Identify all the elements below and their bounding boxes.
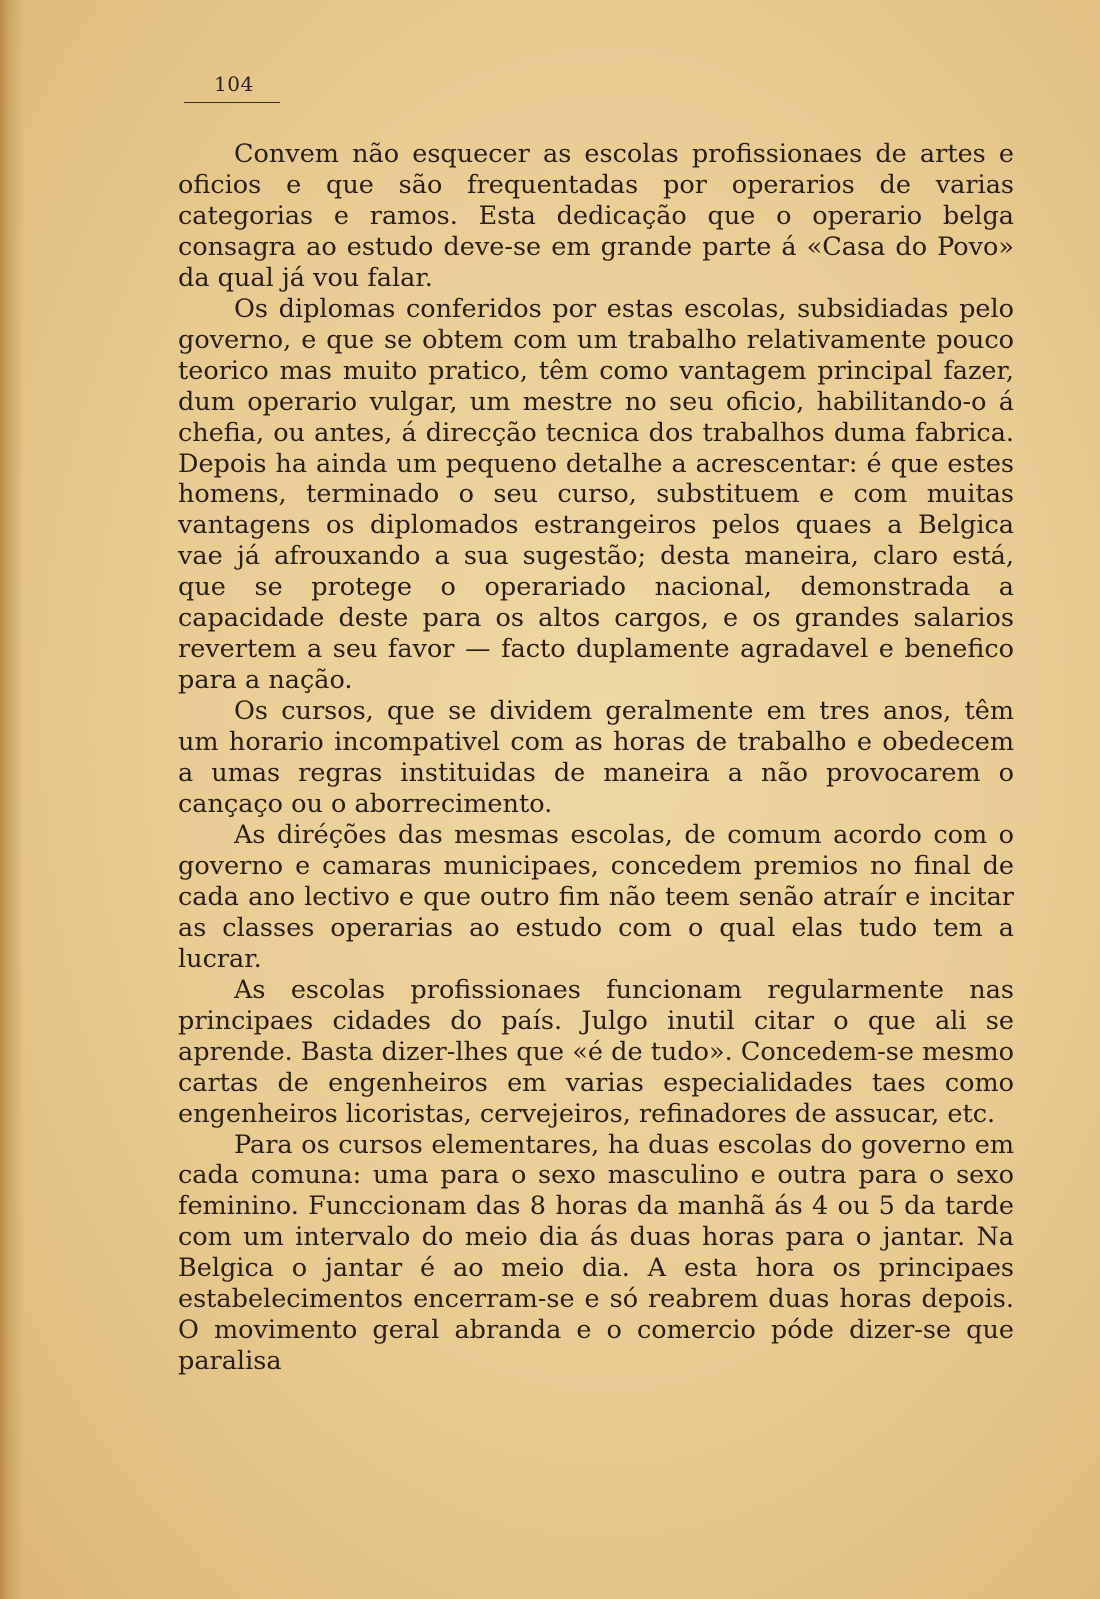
page-number: 104 <box>214 72 254 96</box>
paragraph: Os cursos, que se dividem geralmente em tres anos, têm um horario incompativel com as horas de trabalho e obedecem a umas regras instituidas de maneira a não provocarem o cançaço ou o aborrecimento. <box>178 696 1014 820</box>
paragraph: Convem não esquecer as escolas profissionaes de artes e oficios e que são frequentadas por operarios de varias categorias e ramos. Esta dedicação que o operario belga consagra ao estudo deve-se em grande parte á «Casa do Povo» da qual já vou falar. <box>178 139 1014 293</box>
page-gutter-shadow <box>0 0 24 1599</box>
paragraph: Os diplomas conferidos por estas escolas, subsidiadas pelo governo, e que se obtem com um trabalho relativamente pouco teorico mas muito pratico, têm como vantagem principal fazer, dum operario vulgar, um mestre no seu oficio, habilitando-o á chefia, ou antes, á direcção tecnica dos trabalhos duma fabrica. Depois ha ainda um pequeno detalhe a acrescentar: é que estes homens, terminado o seu curso, substituem e com muitas vantagens os diplomados estrangeiros pelos quaes a Belgica vae já afrouxando a sua sugestão; desta maneira, claro está, que se protege o operariado nacional, demonstrada a capacidade deste para os altos cargos, e os grandes salarios revertem a seu favor — facto duplamente agradavel e benefico para a nação. <box>178 293 1014 696</box>
page-number-rule <box>184 102 280 103</box>
body-text <box>178 139 1014 1377</box>
paragraph: As escolas profissionaes funcionam regularmente nas principaes cidades do país. Julgo inutil citar o que ali se aprende. Basta dizer-lhes que «é de tudo». Concedem-se mesmo cartas de engenheiros em varias especialidades taes como engenheiros licoristas, cervejeiros, refinadores de assucar, etc. <box>178 974 1014 1129</box>
paragraph: Para os cursos elementares, ha duas escolas do governo em cada comuna: uma para o sexo masculino e outra para o sexo feminino. Funccionam das 8 horas da manhã ás 4 ou 5 da tarde com um intervalo do meio dia ás duas horas para o jantar. Na Belgica o jantar é ao meio dia. A esta hora os principaes estabelecimentos encerram-se e só reabrem duas horas depois. O movimento geral abranda e o comercio póde dizer-se que paralisa <box>178 1129 1014 1377</box>
paragraph: As diréções das mesmas escolas, de comum acordo com o governo e camaras municipaes, concedem premios no final de cada ano lectivo e que outro fim não teem senão atraír e incitar as classes operarias ao estudo com o qual elas tudo tem a lucrar. <box>178 819 1014 974</box>
